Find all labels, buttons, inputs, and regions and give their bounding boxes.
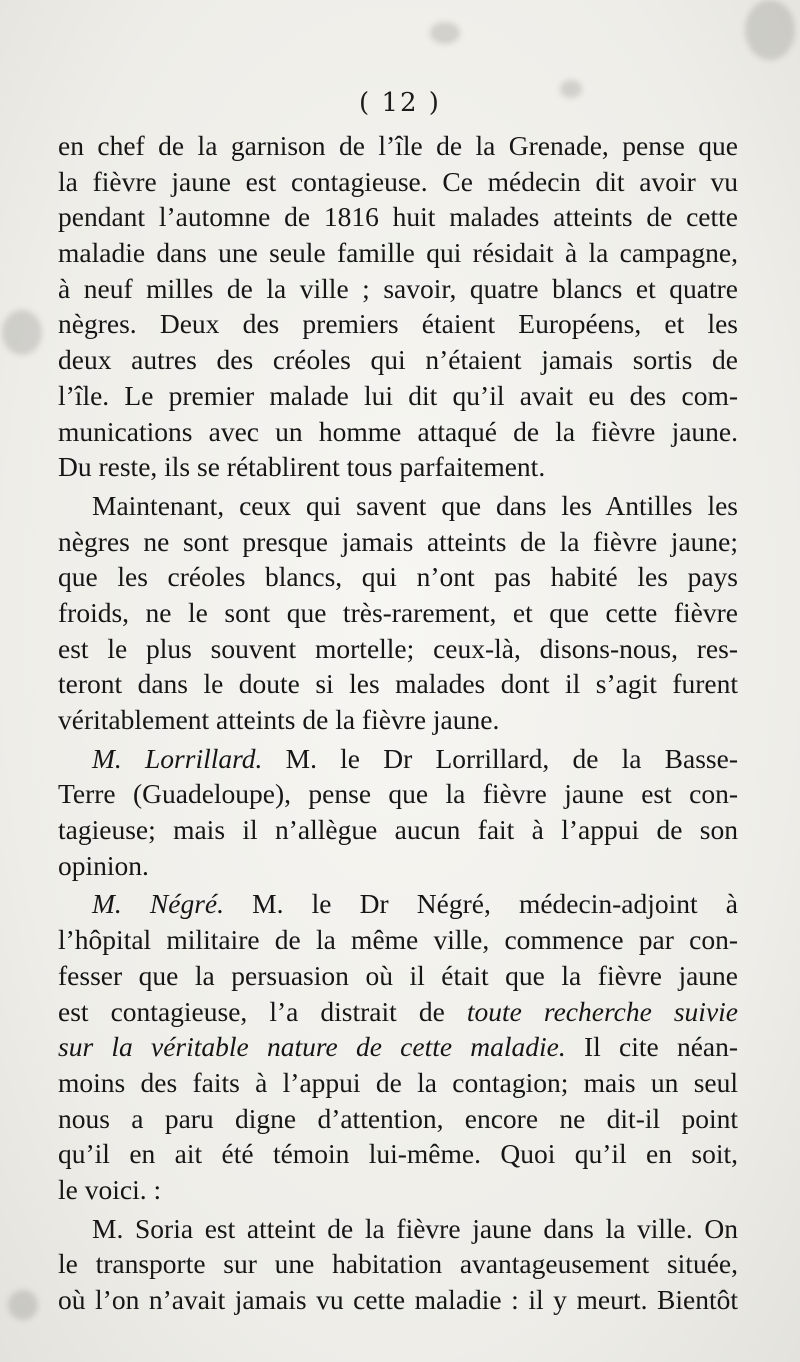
text-line: le voici. : (58, 1173, 162, 1205)
text-line: M. Soria est atteint de la fièvre jaune dans la ville. On (92, 1212, 738, 1244)
text-line: est le plus souvent mortelle; ceux-là, disons-nous, res- (58, 632, 738, 664)
text-line: nous a paru digne d’attention, encore ne dit-il point (58, 1102, 738, 1134)
text-line: teront dans le doute si les malades dont il s’agit furent (58, 668, 738, 700)
text-line: que les créoles blancs, qui n’ont pas habité les pays (58, 561, 738, 593)
text-line: fesser que la persuasion où il était que la fièvre jaune (58, 959, 738, 991)
text-line: qu’il en ait été témoin lui-même. Quoi qu’il en soit, (58, 1138, 738, 1170)
text-line: la fièvre jaune est contagieuse. Ce médecin dit avoir vu (58, 165, 738, 197)
text-line: tagieuse; mais il n’allègue aucun fait à l’appui de son (58, 814, 738, 846)
text-line: froids, ne le sont que très-rarement, et que cette fièvre (58, 596, 738, 628)
text-line (58, 1029, 738, 1065)
text-line: moins des faits à l’appui de la contagion; mais un seul (58, 1066, 738, 1098)
text-line: Du reste, ils se rétablirent tous parfaitement. (58, 451, 546, 483)
text-run: M. le Dr Négré, médecin-adjoint à (224, 888, 738, 920)
text-line: l’hôpital militaire de la même ville, commence par con- (58, 924, 738, 956)
text-line: nègres. Deux des premiers étaient Européens, et les (58, 308, 738, 340)
speaker-name: M. Négré. (92, 888, 225, 920)
text-line: Maintenant, ceux qui savent que dans les Antilles les (92, 489, 738, 521)
text-line (58, 741, 738, 777)
speaker-name: M. Lorrillard. (92, 742, 263, 774)
text-line: à neuf milles de la ville ; savoir, quatre blancs et quatre (58, 272, 738, 304)
paper-stain (745, 0, 795, 60)
italic-phrase: sur la véritable nature de cette maladie. (58, 1031, 566, 1063)
text-line: l’île. Le premier malade lui dit qu’il avait eu des com- (58, 379, 738, 411)
body-text (58, 128, 738, 1318)
text-run: Il cite néan- (565, 1031, 739, 1063)
paper-stain (8, 1290, 38, 1320)
text-line: véritablement atteints de la fièvre jaune. (58, 704, 500, 735)
text-line: nègres ne sont presque jamais atteints de la fièvre jaune; (58, 525, 738, 557)
text-line (58, 886, 738, 922)
text-line: opinion. (58, 849, 149, 881)
page-number: ( 12 ) (359, 88, 441, 118)
text-line: munications avec un homme attaqué de la fièvre jaune. (58, 415, 738, 447)
text-line: deux autres des créoles qui n’étaient jamais sortis de (58, 344, 738, 376)
text-line: pendant l’automne de 1816 huit malades atteints de cette (58, 201, 738, 233)
text-line: où l’on n’avait jamais vu cette maladie : il y meurt. Bientôt (58, 1284, 738, 1315)
text-run: M. le Dr Lorrillard, de la Basse- (262, 742, 738, 774)
text-run: est contagieuse, l’a distrait de (58, 995, 467, 1027)
paper-stain (2, 310, 42, 355)
text-line: maladie dans une seule famille qui résidait à la campagne, (58, 237, 738, 269)
italic-phrase: toute recherche suivie (466, 995, 738, 1027)
paper-stain (430, 22, 460, 44)
text-line: en chef de la garnison de l’île de la Grenade, pense que (58, 130, 738, 161)
text-line: Terre (Guadeloupe), pense que la fièvre jaune est con- (58, 778, 738, 810)
text-line (58, 994, 738, 1030)
text-line: le transporte sur une habitation avantageusement située, (58, 1248, 738, 1280)
